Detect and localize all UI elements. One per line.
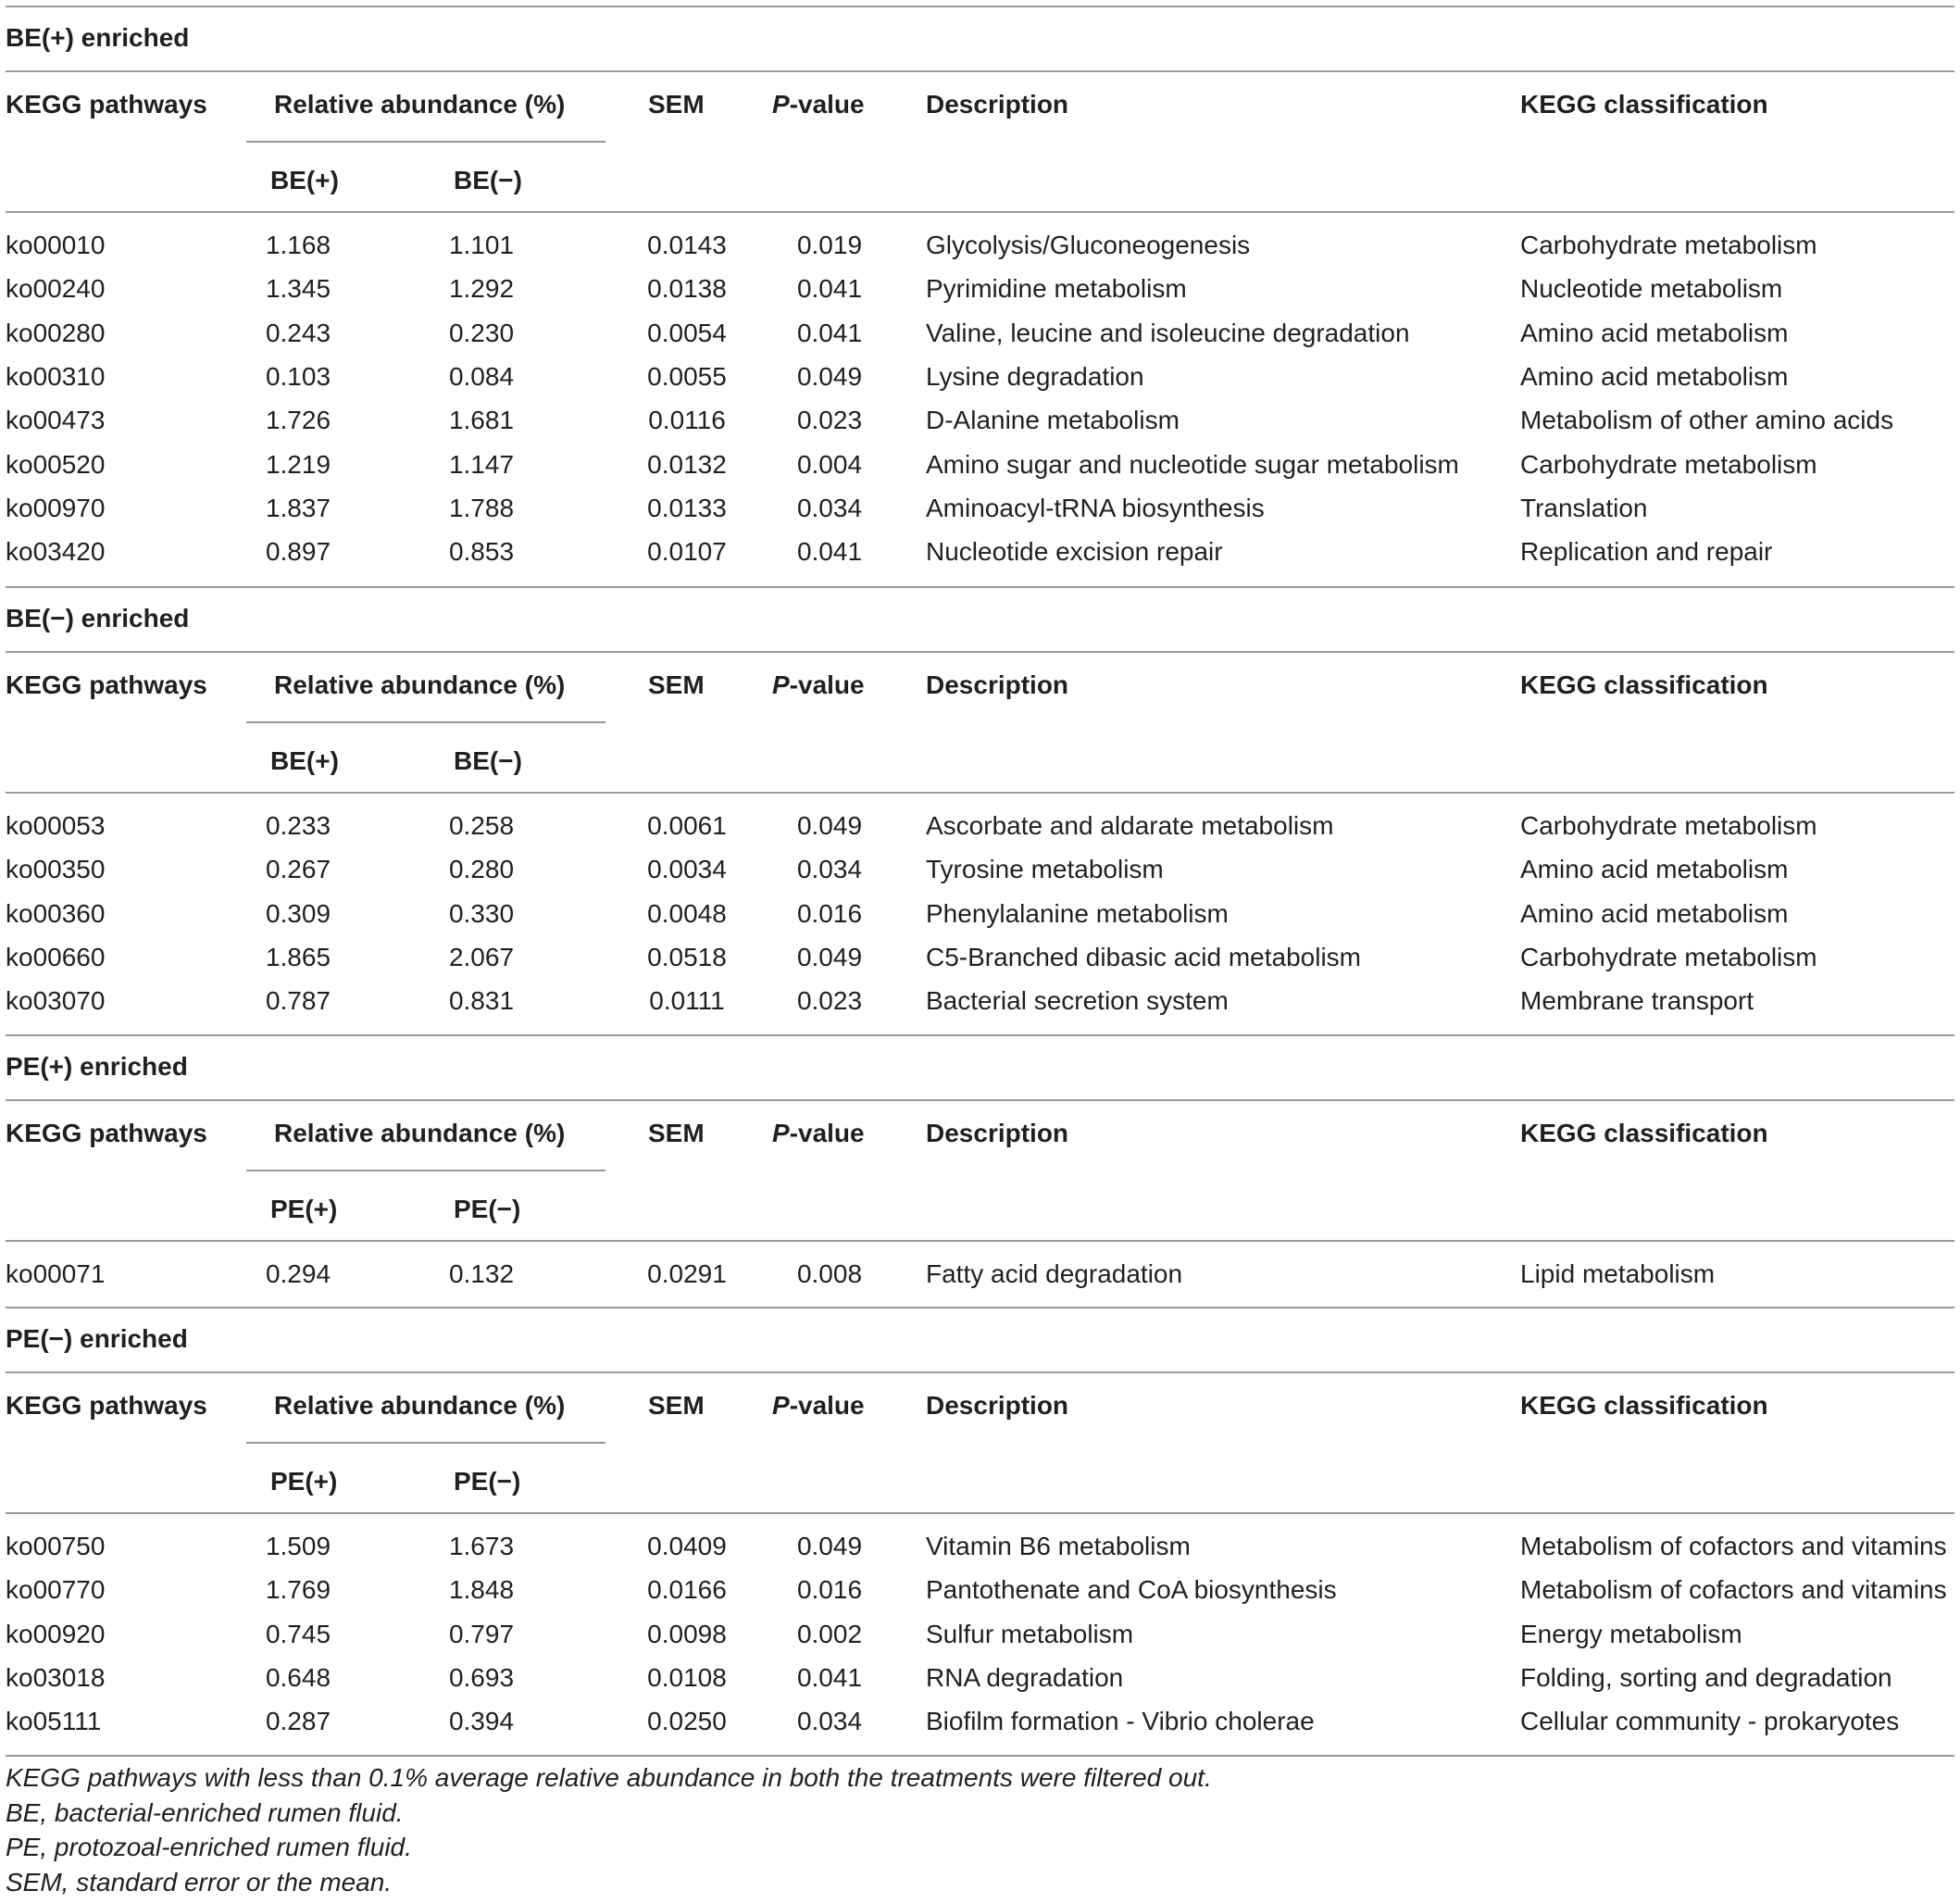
col-header-sem: SEM <box>648 670 705 699</box>
cell-classification: Amino acid metabolism <box>1520 898 1789 928</box>
cell-classification: Amino acid metabolism <box>1520 361 1789 391</box>
cell-pvalue: 0.049 <box>796 361 863 391</box>
footnote: BE, bacterial-enriched rumen fluid. <box>6 1797 404 1827</box>
cell-classification: Carbohydrate metabolism <box>1520 942 1817 971</box>
cell-abundance-b: 0.797 <box>448 1619 515 1648</box>
col-header-sem: SEM <box>648 1391 705 1420</box>
header-top-rule <box>6 1371 1954 1373</box>
cell-pathway-id: ko00053 <box>6 811 106 840</box>
col-header-description: Description <box>926 1391 1069 1420</box>
section-title: PE(+) enriched <box>6 1052 188 1081</box>
col-header-abundance: Relative abundance (%) <box>274 670 566 699</box>
cell-abundance-b: 0.831 <box>448 986 515 1016</box>
col-header-group-a: BE(+) <box>270 746 339 775</box>
cell-sem: 0.0061 <box>647 811 727 840</box>
cell-pvalue: 0.041 <box>796 318 863 347</box>
cell-pvalue: 0.023 <box>796 986 863 1016</box>
col-header-group-a: BE(+) <box>270 166 339 194</box>
cell-description: Tyrosine metabolism <box>926 855 1164 884</box>
cell-pathway-id: ko00970 <box>6 493 106 522</box>
pvalue-italic-p: P <box>772 1391 790 1420</box>
cell-sem: 0.0048 <box>647 898 727 928</box>
header-top-rule <box>6 1099 1954 1101</box>
cell-pvalue: 0.016 <box>796 1575 863 1605</box>
cell-description: Phenylalanine metabolism <box>926 898 1229 928</box>
cell-classification: Lipid metabolism <box>1520 1259 1716 1288</box>
col-header-pvalue <box>772 1390 865 1421</box>
cell-sem: 0.0034 <box>647 855 727 884</box>
cell-pvalue: 0.004 <box>796 449 863 479</box>
cell-abundance-b: 1.147 <box>448 449 515 479</box>
cell-pvalue: 0.049 <box>796 1532 863 1560</box>
cell-description: Fatty acid degradation <box>926 1259 1183 1288</box>
cell-classification: Cellular community - prokaryotes <box>1520 1707 1900 1736</box>
cell-pvalue: 0.034 <box>796 855 863 884</box>
header-top-rule <box>6 651 1954 653</box>
cell-description: RNA degradation <box>926 1662 1124 1692</box>
cell-description: Pyrimidine metabolism <box>926 274 1187 304</box>
cell-abundance-a: 0.243 <box>265 318 331 347</box>
cell-pvalue: 0.019 <box>796 231 863 259</box>
cell-pathway-id: ko00010 <box>6 231 106 259</box>
col-header-group-a: PE(+) <box>270 1195 338 1223</box>
cell-pathway-id: ko00520 <box>6 449 106 479</box>
cell-pvalue: 0.041 <box>796 537 863 567</box>
section-title: BE(+) enriched <box>6 23 190 52</box>
cell-pathway-id: ko00310 <box>6 361 106 391</box>
cell-sem: 0.0111 <box>649 986 725 1016</box>
cell-classification: Folding, sorting and degradation <box>1520 1662 1892 1692</box>
cell-abundance-a: 0.309 <box>265 898 331 928</box>
cell-pvalue: 0.041 <box>796 1662 863 1692</box>
pvalue-suffix: -value <box>789 90 865 119</box>
cell-abundance-a: 0.233 <box>265 811 331 840</box>
cell-pathway-id: ko03018 <box>6 1662 106 1692</box>
cell-sem: 0.0518 <box>647 942 727 971</box>
cell-abundance-a: 1.168 <box>265 231 331 259</box>
cell-sem: 0.0132 <box>647 449 727 479</box>
cell-classification: Carbohydrate metabolism <box>1520 449 1817 479</box>
cell-classification: Carbohydrate metabolism <box>1520 231 1817 259</box>
cell-classification: Metabolism of other amino acids <box>1520 406 1894 435</box>
cell-abundance-a: 0.294 <box>265 1259 331 1288</box>
cell-pathway-id: ko00350 <box>6 855 106 884</box>
pvalue-italic-p: P <box>772 90 790 119</box>
cell-abundance-b: 0.280 <box>448 855 515 884</box>
cell-description: Valine, leucine and isoleucine degradation <box>926 318 1410 347</box>
col-header-pathway: KEGG pathways <box>6 670 207 699</box>
col-header-pathway: KEGG pathways <box>6 1119 207 1147</box>
cell-description: Glycolysis/Gluconeogenesis <box>926 231 1251 259</box>
cell-sem: 0.0291 <box>647 1259 727 1288</box>
cell-sem: 0.0098 <box>647 1619 727 1648</box>
col-header-pathway: KEGG pathways <box>6 90 207 119</box>
cell-abundance-a: 1.837 <box>265 493 331 522</box>
cell-abundance-b: 0.693 <box>448 1662 515 1692</box>
col-header-group-b: PE(−) <box>454 1195 521 1223</box>
cell-abundance-a: 1.865 <box>265 942 331 971</box>
cell-pathway-id: ko00920 <box>6 1619 106 1648</box>
abundance-subheader-rule <box>246 721 605 723</box>
cell-sem: 0.0116 <box>648 406 726 435</box>
header-bottom-rule <box>6 792 1954 794</box>
cell-pvalue: 0.034 <box>796 493 863 522</box>
cell-abundance-a: 1.769 <box>265 1575 331 1605</box>
cell-abundance-b: 1.681 <box>448 406 515 435</box>
cell-pvalue: 0.049 <box>796 811 863 840</box>
col-header-classification: KEGG classification <box>1520 1391 1768 1420</box>
cell-pvalue: 0.049 <box>796 942 863 971</box>
cell-abundance-b: 1.788 <box>448 493 515 522</box>
cell-pathway-id: ko00071 <box>6 1259 106 1288</box>
header-bottom-rule <box>6 211 1954 213</box>
cell-abundance-b: 2.067 <box>448 942 515 971</box>
cell-description: Vitamin B6 metabolism <box>926 1532 1191 1560</box>
col-header-abundance: Relative abundance (%) <box>274 1119 566 1147</box>
cell-abundance-a: 0.648 <box>265 1662 331 1692</box>
cell-pathway-id: ko00240 <box>6 274 106 304</box>
cell-classification: Metabolism of cofactors and vitamins <box>1520 1575 1947 1605</box>
abundance-subheader-rule <box>246 141 605 143</box>
cell-description: Ascorbate and aldarate metabolism <box>926 811 1334 840</box>
cell-abundance-b: 1.673 <box>448 1532 515 1560</box>
cell-pvalue: 0.016 <box>796 898 863 928</box>
section-top-rule <box>6 6 1954 7</box>
cell-description: Amino sugar and nucleotide sugar metabolism <box>926 449 1459 479</box>
cell-classification: Metabolism of cofactors and vitamins <box>1520 1532 1947 1560</box>
col-header-pvalue <box>772 670 865 701</box>
col-header-group-b: PE(−) <box>454 1467 521 1496</box>
cell-sem: 0.0143 <box>647 231 727 259</box>
cell-abundance-a: 0.745 <box>265 1619 331 1648</box>
col-header-abundance: Relative abundance (%) <box>274 1391 566 1420</box>
cell-abundance-a: 0.897 <box>265 537 331 567</box>
pvalue-suffix: -value <box>789 1391 865 1420</box>
cell-sem: 0.0055 <box>647 361 727 391</box>
cell-description: D-Alanine metabolism <box>926 406 1180 435</box>
cell-abundance-b: 0.084 <box>448 361 515 391</box>
abundance-subheader-rule <box>246 1170 605 1171</box>
col-header-pvalue <box>772 89 865 120</box>
cell-abundance-a: 0.267 <box>265 855 331 884</box>
cell-abundance-b: 0.394 <box>448 1707 515 1736</box>
cell-description: Sulfur metabolism <box>926 1619 1134 1648</box>
cell-abundance-a: 1.345 <box>265 274 331 304</box>
section-top-rule <box>6 586 1954 588</box>
cell-pvalue: 0.008 <box>796 1259 863 1288</box>
cell-abundance-a: 0.287 <box>265 1707 331 1736</box>
cell-abundance-a: 0.787 <box>265 986 331 1016</box>
section-title: PE(−) enriched <box>6 1324 188 1353</box>
cell-classification: Replication and repair <box>1520 537 1773 567</box>
col-header-abundance: Relative abundance (%) <box>274 90 566 119</box>
cell-abundance-a: 0.103 <box>265 361 331 391</box>
cell-classification: Amino acid metabolism <box>1520 855 1789 884</box>
header-top-rule <box>6 70 1954 72</box>
cell-pathway-id: ko03070 <box>6 986 106 1016</box>
cell-sem: 0.0138 <box>647 274 727 304</box>
cell-description: Pantothenate and CoA biosynthesis <box>926 1575 1337 1605</box>
pvalue-italic-p: P <box>772 670 790 699</box>
cell-abundance-a: 1.219 <box>265 449 331 479</box>
pvalue-italic-p: P <box>772 1119 790 1147</box>
cell-classification: Membrane transport <box>1520 986 1754 1016</box>
cell-sem: 0.0166 <box>647 1575 727 1605</box>
cell-pathway-id: ko03420 <box>6 537 106 567</box>
cell-classification: Nucleotide metabolism <box>1520 274 1783 304</box>
cell-abundance-b: 0.258 <box>448 811 515 840</box>
footnote: SEM, standard error or the mean. <box>6 1867 393 1897</box>
col-header-description: Description <box>926 670 1069 699</box>
cell-sem: 0.0054 <box>647 318 727 347</box>
cell-abundance-b: 1.848 <box>448 1575 515 1605</box>
cell-pathway-id: ko00473 <box>6 406 106 435</box>
cell-abundance-b: 0.330 <box>448 898 515 928</box>
col-header-description: Description <box>926 1119 1069 1147</box>
col-header-sem: SEM <box>648 1119 705 1147</box>
cell-description: Lysine degradation <box>926 361 1144 391</box>
cell-abundance-b: 1.101 <box>448 231 515 259</box>
col-header-classification: KEGG classification <box>1520 670 1768 699</box>
cell-pvalue: 0.002 <box>796 1619 863 1648</box>
cell-abundance-b: 1.292 <box>448 274 515 304</box>
cell-description: Bacterial secretion system <box>926 986 1229 1016</box>
cell-classification: Translation <box>1520 493 1648 522</box>
table-bottom-rule <box>6 1755 1954 1757</box>
section-title: BE(−) enriched <box>6 604 190 632</box>
col-header-group-a: PE(+) <box>270 1467 338 1496</box>
cell-pathway-id: ko05111 <box>6 1707 102 1736</box>
header-bottom-rule <box>6 1512 1954 1514</box>
footnote: KEGG pathways with less than 0.1% average relative abundance in both the treatments were filtered out. <box>6 1763 1212 1792</box>
cell-abundance-a: 1.509 <box>265 1532 331 1560</box>
col-header-pathway: KEGG pathways <box>6 1391 207 1420</box>
cell-classification: Carbohydrate metabolism <box>1520 811 1817 840</box>
cell-pvalue: 0.041 <box>796 274 863 304</box>
cell-sem: 0.0250 <box>647 1707 727 1736</box>
col-header-group-b: BE(−) <box>454 166 522 194</box>
cell-description: C5-Branched dibasic acid metabolism <box>926 942 1361 971</box>
cell-pathway-id: ko00770 <box>6 1575 106 1605</box>
section-top-rule <box>6 1034 1954 1036</box>
col-header-pvalue <box>772 1118 865 1149</box>
cell-sem: 0.0133 <box>647 493 727 522</box>
header-bottom-rule <box>6 1240 1954 1242</box>
cell-sem: 0.0107 <box>647 537 727 567</box>
col-header-sem: SEM <box>648 90 705 119</box>
cell-pathway-id: ko00660 <box>6 942 106 971</box>
col-header-group-b: BE(−) <box>454 746 522 775</box>
cell-classification: Amino acid metabolism <box>1520 318 1789 347</box>
col-header-classification: KEGG classification <box>1520 90 1768 119</box>
cell-description: Nucleotide excision repair <box>926 537 1223 567</box>
cell-pathway-id: ko00750 <box>6 1532 106 1560</box>
col-header-description: Description <box>926 90 1069 119</box>
cell-description: Biofilm formation - Vibrio cholerae <box>926 1707 1315 1736</box>
section-top-rule <box>6 1307 1954 1308</box>
cell-abundance-b: 0.132 <box>448 1259 515 1288</box>
pvalue-suffix: -value <box>789 1119 865 1147</box>
cell-abundance-b: 0.230 <box>448 318 515 347</box>
footnote: PE, protozoal-enriched rumen fluid. <box>6 1833 412 1861</box>
cell-description: Aminoacyl-tRNA biosynthesis <box>926 493 1265 522</box>
col-header-classification: KEGG classification <box>1520 1119 1768 1147</box>
cell-abundance-b: 0.853 <box>448 537 515 567</box>
cell-sem: 0.0108 <box>647 1662 727 1692</box>
cell-pvalue: 0.023 <box>796 406 863 435</box>
cell-pathway-id: ko00360 <box>6 898 106 928</box>
cell-sem: 0.0409 <box>647 1532 727 1560</box>
cell-abundance-a: 1.726 <box>265 406 331 435</box>
abundance-subheader-rule <box>246 1442 605 1444</box>
pvalue-suffix: -value <box>789 670 865 699</box>
cell-pvalue: 0.034 <box>796 1707 863 1736</box>
cell-pathway-id: ko00280 <box>6 318 106 347</box>
cell-classification: Energy metabolism <box>1520 1619 1742 1648</box>
